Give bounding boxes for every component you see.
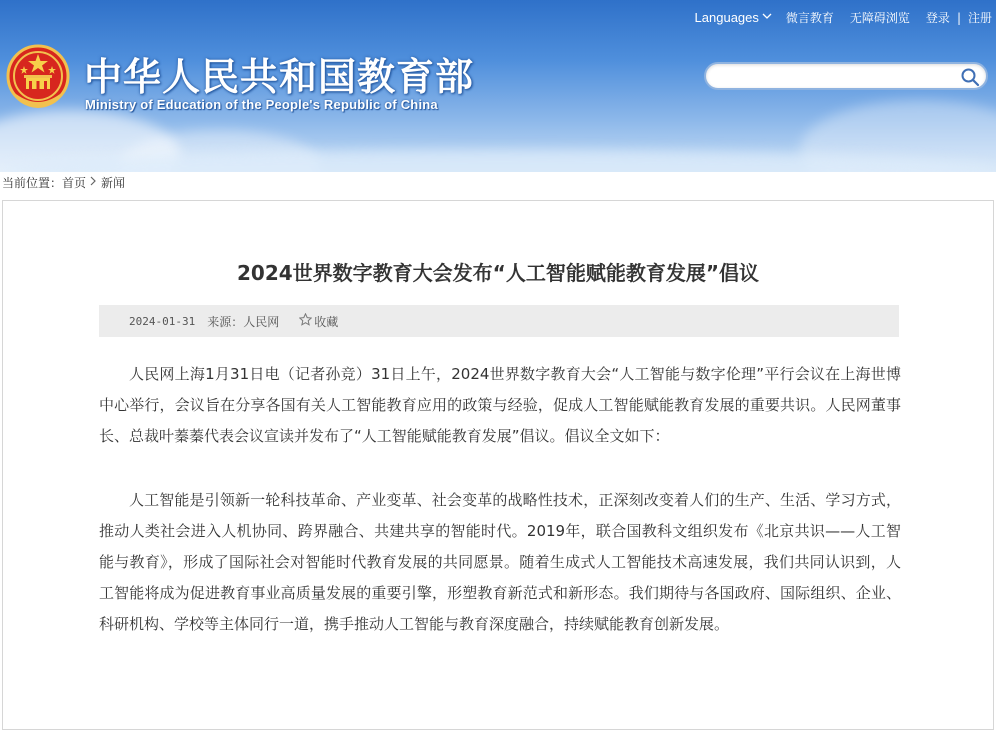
search-input[interactable] bbox=[718, 67, 962, 87]
link-separator: | bbox=[956, 10, 961, 25]
breadcrumb-prefix: 当前位置： bbox=[2, 176, 63, 190]
article-title: 2024世界数字教育大会发布“人工智能赋能教育发展”倡议 bbox=[237, 261, 759, 285]
favorite-label: 收藏 bbox=[314, 314, 339, 329]
chevron-down-icon[interactable] bbox=[762, 12, 772, 23]
languages-link[interactable]: Languages bbox=[694, 10, 759, 25]
favorite-button[interactable] bbox=[299, 313, 338, 330]
top-links bbox=[695, 9, 992, 26]
site-header bbox=[0, 0, 996, 172]
breadcrumb-current-link[interactable]: 新闻 bbox=[101, 176, 126, 190]
national-emblem-icon bbox=[6, 44, 70, 112]
star-icon bbox=[299, 313, 312, 330]
search-box bbox=[704, 62, 988, 90]
article-source: 来源：人民网 bbox=[207, 314, 280, 329]
article-date: 2024-01-31 bbox=[129, 314, 196, 328]
article-paragraph: 人民网上海1月31日电（记者孙竞）31日上午，2024世界数字教育大会“人工智能与数字伦理”平行会议在上海世博中心举行，会议旨在分享各国有关人工智能教育应用的政策与经验，促成人工智能赋能教育发展的重要共识。人民网董事长、总裁叶蓁蓁代表会议宣读并发布了“人工智能赋能教育发展”倡议。倡议全文如下： bbox=[99, 365, 901, 445]
site-title-cn[interactable]: 中华人民共和国教育部 bbox=[84, 55, 475, 99]
login-link[interactable]: 登录 bbox=[925, 11, 950, 25]
article-container bbox=[2, 200, 994, 730]
register-link[interactable]: 注册 bbox=[967, 11, 992, 25]
breadcrumb-home-link[interactable]: 首页 bbox=[62, 176, 87, 190]
accessible-browse-link[interactable]: 无障碍浏览 bbox=[849, 11, 910, 25]
site-title-en[interactable]: Ministry of Education of the People's Republic of China bbox=[85, 97, 438, 112]
weibo-link[interactable]: 微言教育 bbox=[785, 11, 834, 25]
article-meta-bar bbox=[99, 305, 899, 337]
chevron-right-icon bbox=[90, 176, 97, 189]
article-paragraph: 人工智能是引领新一轮科技革命、产业变革、社会变革的战略性技术，正深刻改变着人们的生产、生活、学习方式，推动人类社会进入人机协同、跨界融合、共建共享的智能时代。2019年，联合国教科文组织发布《北京共识——人工智能与教育》，形成了国际社会对智能时代教育发展的共同愿景。随着生成式人工智能技术高速发展，我们共同认识到，人工智能将成为促进教育事业高质量发展的重要引擎，形塑教育新范式和新形态。我们期待与各国政府、国际组织、企业、科研机构、学校等主体同行一道，携手推动人工智能与教育深度融合，持续赋能教育创新发展。 bbox=[99, 491, 901, 633]
search-icon[interactable] bbox=[960, 67, 980, 87]
breadcrumb bbox=[2, 174, 125, 191]
